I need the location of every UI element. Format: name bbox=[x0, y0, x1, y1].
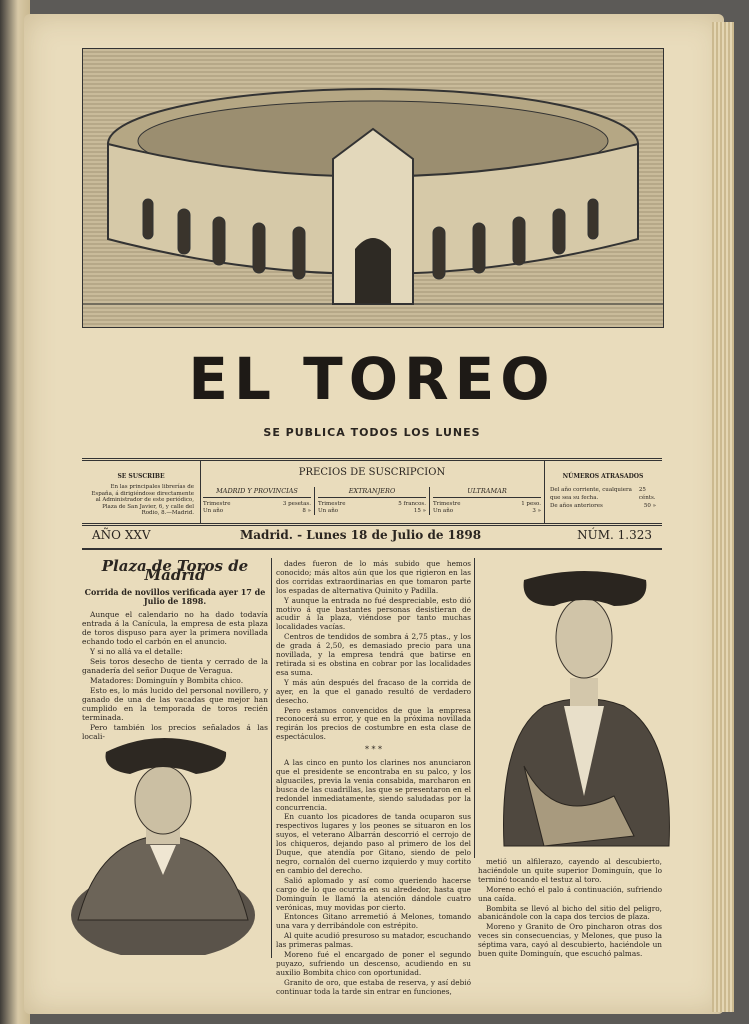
masthead-title: EL TOREO bbox=[188, 345, 556, 413]
paragraph: En cuanto los picadores de tanda ocuparon sus respectivos lugares y los peones se situaron en los suyos, el veterano Albarrán descorrió el cerrojo de los chiqueros, dejando paso al primero de los del Duque, que atendía por Gitano, siendo de pelo negro, cornalón del cuerno izquierdo y muy cortito en cambio del derecho. bbox=[276, 812, 471, 875]
paragraph: Pero estamos convencidos de que la empresa reconocerá su error, y que en la próxima novillada regirán los precios de costumbre en esta clase de espectáculos. bbox=[276, 705, 471, 742]
price-section bbox=[315, 487, 430, 515]
article-column-1 bbox=[82, 558, 268, 742]
back-issues bbox=[544, 461, 662, 523]
back-issue-term: Del año corriente, cualquiera que sea su fecha. bbox=[550, 487, 632, 501]
paragraph: Entonces Gitano arremetió á Melones, tomando una vara y derribándole con estrépito. bbox=[276, 912, 471, 931]
price-section bbox=[200, 487, 315, 515]
price-value: 5 francos. bbox=[398, 501, 426, 507]
price-value: 1 peso. bbox=[521, 501, 541, 507]
issue-number: NÚM. 1.323 bbox=[577, 528, 652, 542]
article-heading: Plaza de Toros de Madrid bbox=[101, 557, 249, 584]
paragraph: metió un alfilerazo, cayendo al descubierto, haciéndole un quite superior Dominguín, que lo terminó tocando el testuz al toro. bbox=[478, 857, 662, 884]
back-issue-price: 50 » bbox=[643, 503, 656, 509]
paragraph: Bombita se llevó al bicho del sitio del peligro, abanicándole con la capa dos tercios de plaza. bbox=[478, 903, 662, 922]
paragraph: Moreno fué el encargado de poner el segundo puyazo, sufriendo un descenso, acudiendo en su auxilio Bombita chico con oportunidad. bbox=[276, 950, 471, 977]
paragraph: Moreno y Granito de Oro pincharon otras dos veces sin consecuencias, y Melones, que puso la séptima vara, cayó al descubierto, haciéndole un buen quite Dominguín, que escuchó palmas. bbox=[478, 922, 662, 959]
column-rule bbox=[474, 558, 475, 858]
back-issue-price: 25 cénts. bbox=[638, 487, 656, 501]
paragraph: Aunque el calendario no ha dado todavía entrada á la Canícula, la empresa de esta plaza de toros dispuso para ayer la primera novillada echando todo el carbón en el anuncio. bbox=[82, 610, 268, 646]
article-subheading: Corrida de novillos verificada ayer 17 de Julio de 1898. bbox=[84, 587, 266, 606]
paragraph: Centros de tendidos de sombra á 2,75 ptas., y los de grada á 2,50, es demasiado precio para una novillada, y la empresa tendrá que batirse en retirada si es obstina en cobrar por las localidades esa suma. bbox=[276, 632, 471, 677]
paragraph: Moreno echó el palo á continuación, sufriendo una caída. bbox=[478, 884, 662, 903]
price-value: 3 » bbox=[532, 508, 541, 514]
article-column-2 bbox=[276, 560, 471, 998]
paragraph: Al quite acudió presuroso su matador, escuchando las primeras palmas. bbox=[276, 931, 471, 950]
price-section bbox=[430, 487, 544, 515]
prices-heading: PRECIOS DE SUSCRIPCION bbox=[298, 467, 446, 478]
back-issue-term: De años anteriores bbox=[550, 503, 603, 509]
subscription-box bbox=[82, 458, 662, 526]
price-term: Un año bbox=[203, 508, 224, 514]
year-label: AÑO XXV bbox=[92, 528, 151, 542]
paragraph: Y si no allá va el detalle: bbox=[90, 647, 183, 656]
subscription-where bbox=[82, 461, 201, 523]
price-term: Trimestre bbox=[203, 501, 231, 507]
price-term: Un año bbox=[318, 508, 339, 514]
paragraph: Y aunque la entrada no fué despreciable, esto dió motivo á que bastantes personas desistieran de acudir á la plaza, viéndose por tanto muchas localidades vacías. bbox=[276, 595, 471, 632]
subscribe-text: En las principales librerías de España, á dirigiéndose directamente al Administrador de este periódico, Plaza de San Javier, 6, y calle del Rodio, 8.—Madrid. bbox=[91, 484, 194, 516]
issue-date: Madrid. - Lunes 18 de Julio de 1898 bbox=[240, 528, 482, 542]
subscribe-heading: SE SUSCRIBE bbox=[117, 473, 165, 480]
paragraph: A las cinco en punto los clarines nos anunciaron que el presidente se encontraba en su palco, y los alguaciles, previa la venia consabida, marcharon en busca de las cuadrillas, las que se presentaron en el redondel inmediatamente, siendo saludadas por la concurrencia. bbox=[276, 758, 471, 812]
paragraph: Y más aún después del fracaso de la corrida de ayer, en la que el ganado resultó de verdadero desecho. bbox=[276, 677, 471, 705]
price-section-title: EXTRANJERO bbox=[318, 487, 426, 498]
portrait-dominguin bbox=[68, 730, 258, 959]
back-issues-heading: NÚMEROS ATRASADOS bbox=[562, 473, 644, 480]
dateline bbox=[82, 526, 662, 550]
paragraph: Granito de oro, que estaba de reserva, y así debió continuar toda la tarde sin entrar en funciones, bbox=[276, 977, 471, 996]
column-rule bbox=[271, 558, 272, 958]
price-section-title: ULTRAMAR bbox=[433, 487, 541, 498]
price-section-title: MADRID Y PROVINCIAS bbox=[203, 487, 311, 498]
article-column-3 bbox=[478, 858, 662, 960]
price-value: 8 » bbox=[302, 508, 311, 514]
paragraph: Seis toros desecho de tienta y cerrado de la ganadería del señor Duque de Veragua. bbox=[82, 657, 268, 675]
masthead-tagline: SE PUBLICA TODOS LOS LUNES bbox=[263, 426, 481, 439]
price-term: Un año bbox=[433, 508, 454, 514]
bullring-engraving bbox=[82, 48, 664, 328]
page-stack-edge bbox=[712, 22, 734, 1012]
subscription-prices bbox=[200, 461, 545, 523]
price-term: Trimestre bbox=[433, 501, 461, 507]
paragraph: Pero también los precios señalados á las locali- bbox=[82, 723, 268, 741]
paragraph: dades fueron de lo más subido que hemos conocido; más altos aún que los que rigieron en las dos corridas extraordinarias en que tomaron parte los espadas de alternativa Quinito y Padilla. bbox=[276, 559, 471, 595]
section-divider: * * * bbox=[364, 745, 383, 755]
portrait-bombita-chico bbox=[484, 566, 684, 855]
paragraph: Matadores: Dominguín y Bombita chico. bbox=[90, 676, 244, 685]
price-value: 15 » bbox=[413, 508, 426, 514]
paragraph: Esto es, lo más lucido del personal novillero, y ganado de una de las vacadas que mejor han cumplido en la temporada de toros recién terminada. bbox=[82, 686, 268, 722]
price-term: Trimestre bbox=[318, 501, 346, 507]
paragraph: Salió aplomado y así como queriendo hacerse cargo de lo que ocurría en su alrededor, hasta que Dominguín le llamó la atención dándole cuatro verónicas, muy movidas por cierto. bbox=[276, 875, 471, 912]
price-value: 3 pesetas. bbox=[282, 501, 311, 507]
